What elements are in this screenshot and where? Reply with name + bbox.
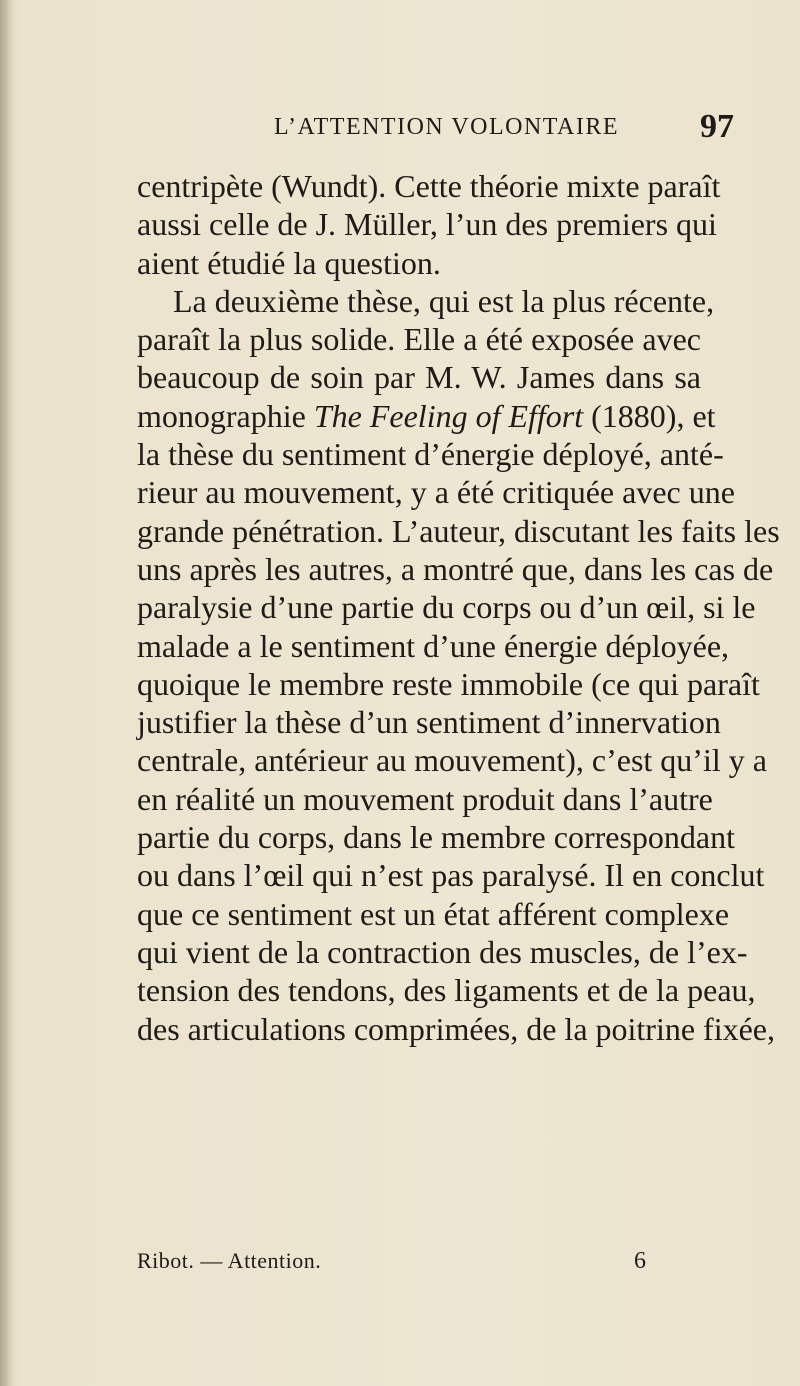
printer-signature: Ribot. — Attention.: [137, 1248, 322, 1273]
text-line: beaucoup de soin par M. W. James dans sa: [137, 359, 701, 396]
body-text: [137, 167, 780, 1048]
text-line: aient étudié la question.: [137, 244, 441, 281]
text-run: monographie: [137, 397, 314, 434]
text-line: La deuxième thèse, qui est la plus récente,: [173, 282, 715, 319]
binding-shadow: [0, 0, 14, 1386]
text-line: justifier la thèse d’un sentiment d’innervation: [137, 704, 721, 741]
text-line: paraît la plus solide. Elle a été exposée avec: [137, 321, 701, 358]
text-line: ou dans l’œil qui n’est pas paralysé. Il en conclut: [137, 857, 765, 894]
text-line: grande pénétration. L’auteur, discutant les faits les: [137, 512, 780, 549]
text-line: centripète (Wundt). Cette théorie mixte paraît: [137, 168, 721, 204]
text-line: la thèse du sentiment d’énergie déployé, anté-: [137, 436, 724, 473]
text-line: aussi celle de J. Müller, l’un des premiers qui: [137, 206, 717, 243]
text-line: qui vient de la contraction des muscles, de l’ex-: [137, 933, 748, 970]
text-line-with-title: [137, 397, 716, 435]
text-line: uns après les autres, a montré que, dans les cas de: [137, 550, 774, 587]
text-line: des articulations comprimées, de la poitrine fixée,: [137, 1010, 775, 1047]
text-line: paralysie d’une partie du corps ou d’un œil, si le: [137, 589, 756, 626]
sheet-number: 6: [634, 1248, 646, 1274]
text-line: malade a le sentiment d’une énergie déployée,: [137, 627, 730, 664]
text-line: en réalité un mouvement produit dans l’autre: [137, 780, 713, 817]
text-line: que ce sentiment est un état afférent complexe: [137, 895, 730, 932]
running-head: [0, 106, 800, 146]
book-title-italic: The Feeling of Effort: [313, 397, 584, 434]
text-line: centrale, antérieur au mouvement), c’est qu’il y a: [137, 742, 767, 779]
text-line: quoique le membre reste immobile (ce qui paraît: [137, 665, 760, 702]
running-head-title: L’ATTENTION VOLONTAIRE: [274, 114, 620, 140]
text-run: (1880), et: [583, 397, 716, 434]
text-line: tension des tendons, des ligaments et de la peau,: [137, 972, 756, 1009]
text-line: partie du corps, dans le membre correspondant: [137, 819, 736, 856]
signature-line: [137, 1248, 701, 1278]
page-number: 97: [700, 108, 734, 145]
text-line: rieur au mouvement, y a été critiquée avec une: [137, 474, 735, 511]
